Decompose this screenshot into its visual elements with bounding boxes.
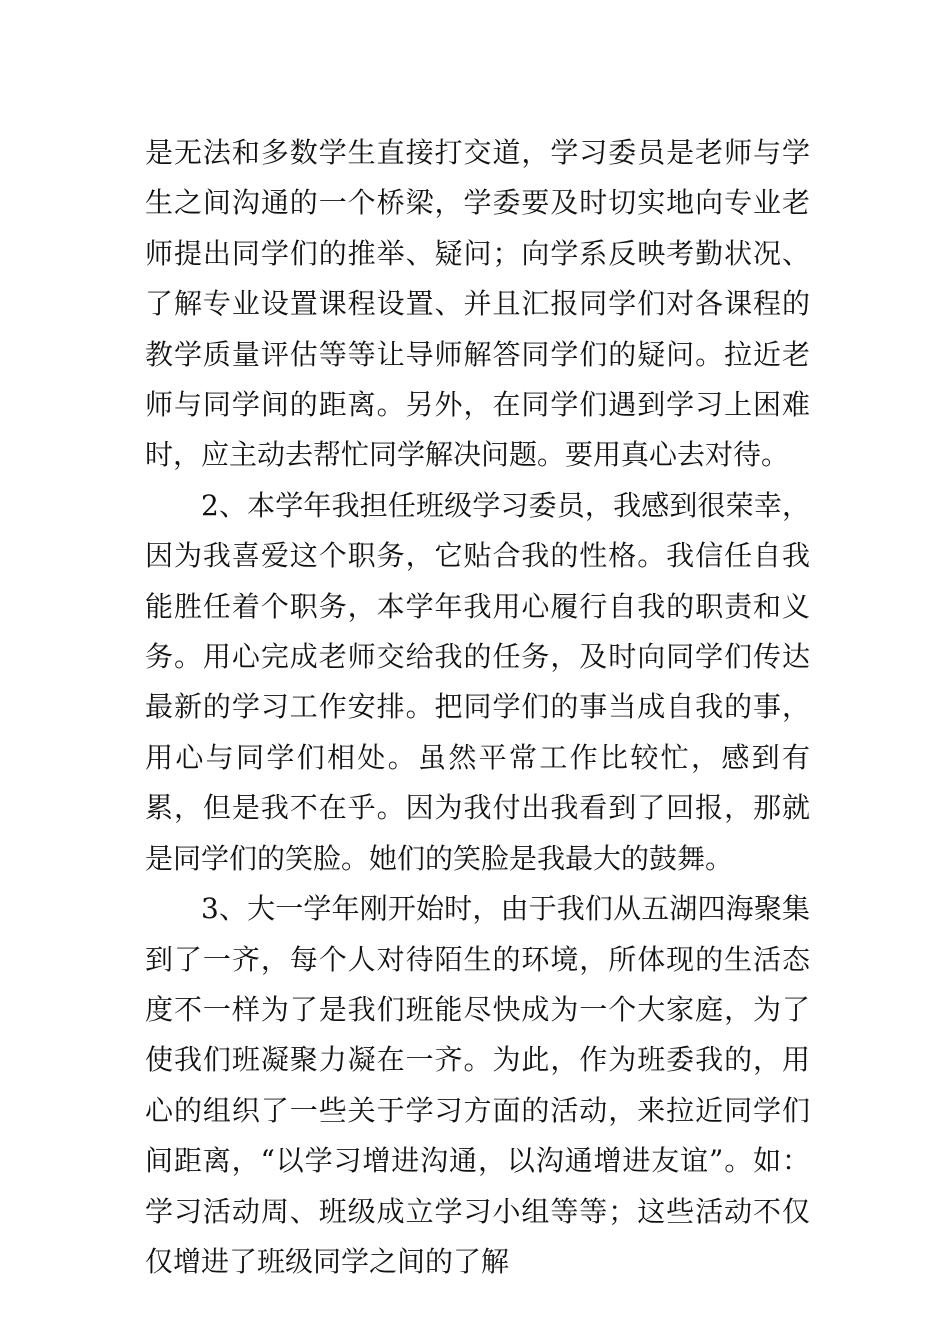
document-page <box>145 128 810 1287</box>
paragraph-item-3: 3、大一学年刚开始时，由于我们从五湖四海聚集到了一齐，每个人对待陌生的环境，所体现的生活态度不一样为了是我们班能尽快成为一个大家庭，为了使我们班凝聚力凝在一齐。为此，作为班委我的，用心的组织了一些关于学习方面的活动，来拉近同学们间距离，“以学习增进沟通，以沟通增进友谊”。如：学习活动周、班级成立学习小组等等；这些活动不仅仅增进了班级同学之间的了解 <box>145 892 810 1278</box>
paragraph-continuation: 是无法和多数学生直接打交道，学习委员是老师与学生之间沟通的一个桥梁，学委要及时切实地向专业老师提出同学们的推举、疑问；向学系反映考勤状况、了解专业设置课程设置、并且汇报同学们对各课程的教学质量评估等等让导师解答同学们的疑问。拉近老师与同学间的距离。另外，在同学们遇到学习上困难时，应主动去帮忙同学解决问题。要用真心去对待。 <box>145 136 810 472</box>
paragraph-item-2: 2、本学年我担任班级学习委员，我感到很荣幸，因为我喜爱这个职务，它贴合我的性格。我信任自我能胜任着个职务，本学年我用心履行自我的职责和义务。用心完成老师交给我的任务，及时向同学们传达最新的学习工作安排。把同学们的事当成自我的事，用心与同学们相处。虽然平常工作比较忙，感到有累，但是我不在乎。因为我付出我看到了回报，那就是同学们的笑脸。她们的笑脸是我最大的鼓舞。 <box>145 488 810 875</box>
